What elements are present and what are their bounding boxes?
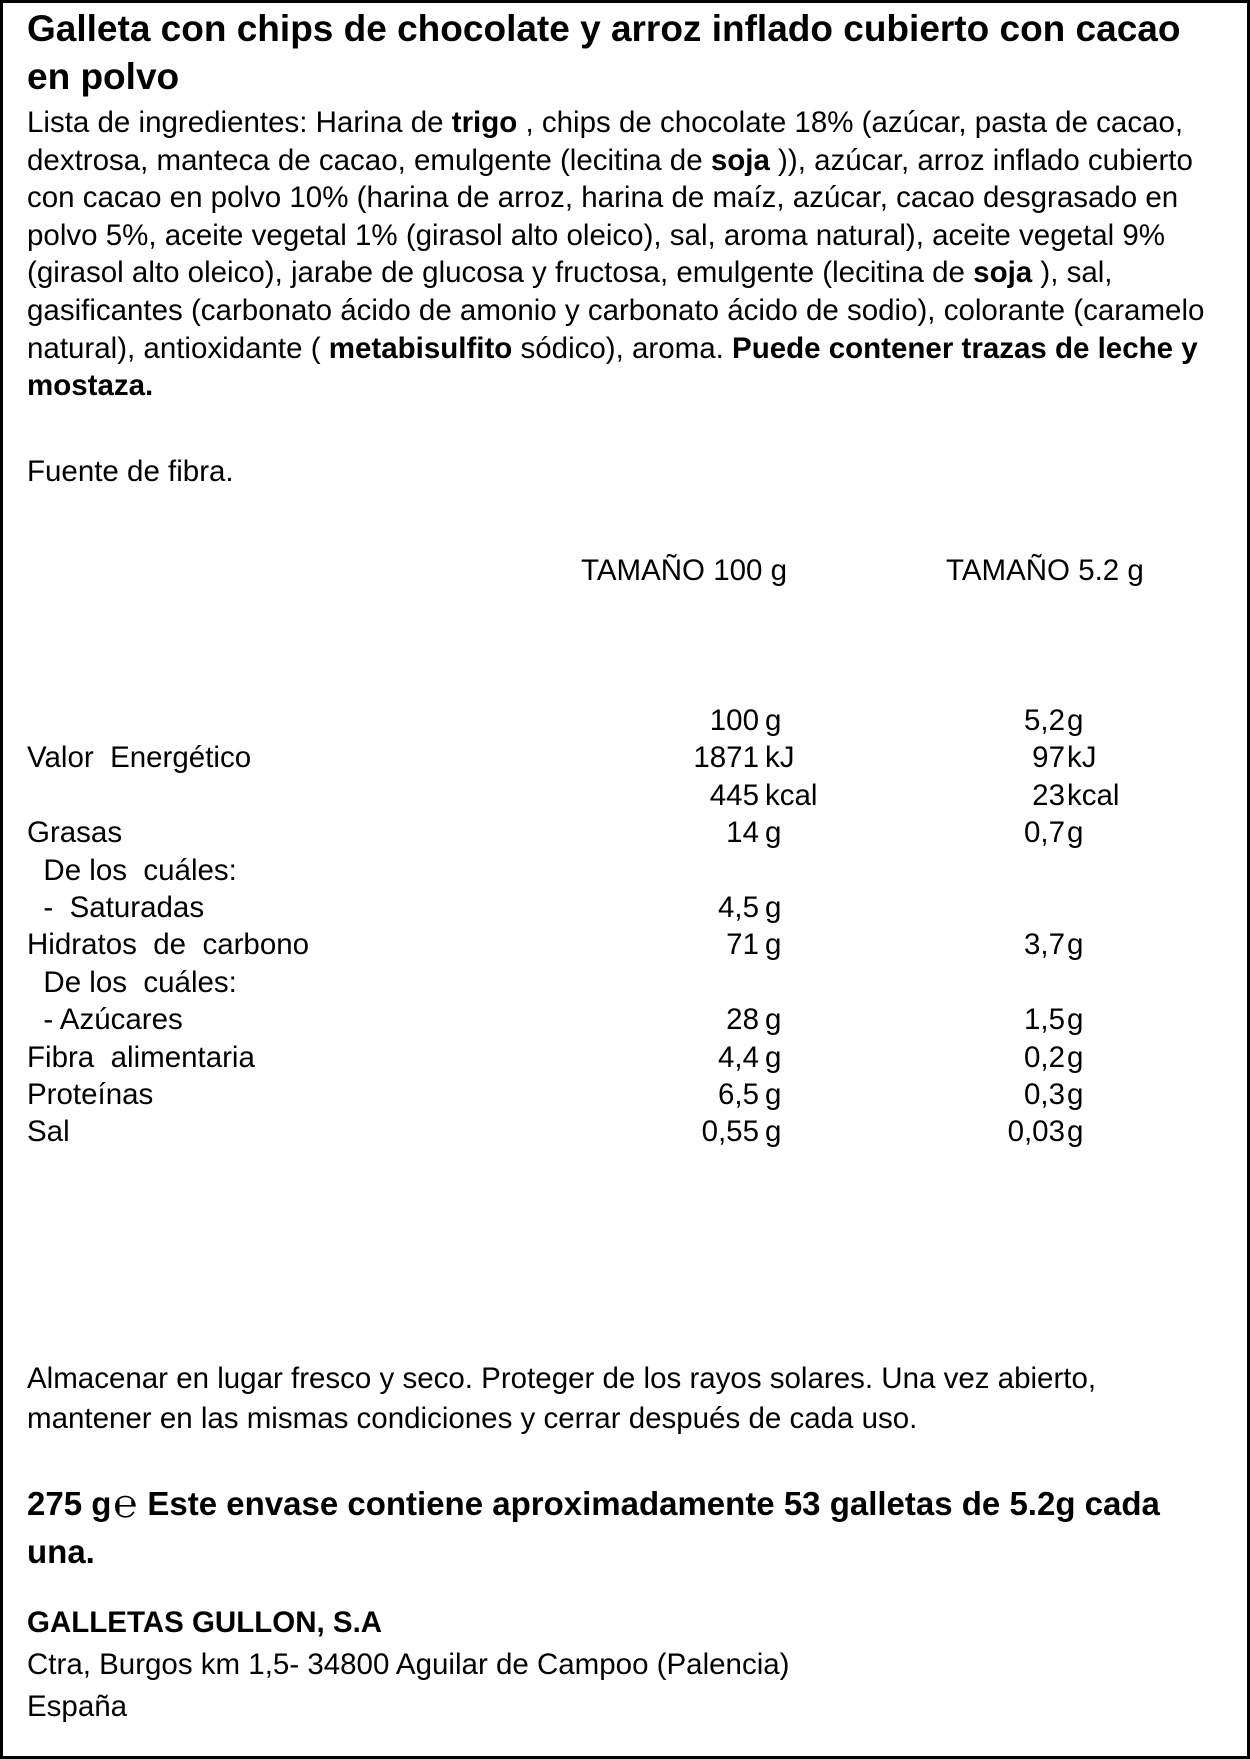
unit-portion: kcal [1067,778,1120,812]
nutrition-row [27,852,1207,889]
value-portion: 0,7 [1023,816,1065,850]
nutrient-name: - Saturadas [27,890,205,924]
ingredient-highlight: trigo [451,106,518,139]
ingredient-text: sódico), aroma. [512,331,733,365]
unit-100g: g [765,1077,782,1111]
nutrient-name: De los cuáles: [27,965,237,999]
value-100g: 71 [726,928,759,962]
value-100g: 4,5 [717,890,759,924]
column-header-portion: TAMAÑO 5.2 g [946,554,1144,587]
nutrition-row [27,926,1207,963]
estimated-sign-icon: ℮ [113,1481,138,1527]
unit-portion: g [1067,1040,1084,1074]
ingredient-text: Lista de ingredientes: Harina de [27,106,452,139]
nutrition-row [27,777,1207,814]
nutrient-name: Fibra alimentaria [27,1040,255,1074]
nutrition-row [27,702,1207,739]
nutrient-name: Sal [27,1115,70,1149]
nutrient-name: Grasas [27,816,123,850]
package-info: Este envase contiene aproximadamente 53 galletas de 5.2g cada una. [27,1485,1160,1570]
value-portion: 0,03 [1007,1115,1065,1149]
net-weight-line [27,1480,1207,1576]
company-country: España [27,1690,128,1723]
nutrition-row [27,1113,1207,1150]
nutrition-table [27,702,1207,1151]
company-name: GALLETAS GULLON, S.A [27,1606,383,1639]
nutrition-row [27,889,1207,926]
value-portion: 3,7 [1023,928,1065,962]
value-portion: 97 [1032,741,1065,775]
value-portion: 5,2 [1023,704,1065,737]
unit-100g: g [765,1040,782,1074]
unit-portion: g [1067,816,1084,850]
storage-instructions: Almacenar en lugar fresco y seco. Proteger de los rayos solares. Una vez abierto, mantener en las mismas condiciones y cerrar después de cada uso. [27,1362,1097,1435]
value-100g: 445 [709,778,759,812]
column-header-100g: TAMAÑO 100 g [581,554,788,587]
value-100g: 14 [726,816,759,850]
unit-100g: g [765,1003,782,1037]
unit-portion: g [1067,928,1084,962]
nutrient-name: Hidratos de carbono [27,928,310,962]
ingredient-text: ), sal, gasificantes (carbonato ácido de amonio y carbonato ácido de sodio), colorante (caramelo natural), antioxidante ( [27,256,1205,365]
value-100g: 4,4 [717,1040,759,1074]
ingredient-text: )), azúcar, arroz inflado cubierto con cacao en polvo 10% (harina de arroz, harina de maíz, azúcar, cacao desgrasado en polvo 5%, aceite vegetal 1% (girasol alto oleico), sal, aroma natural), aceite vegetal 9% (girasol alto oleico), jarabe de glucosa y fructosa, emulgente (lecitina de [27,143,1193,290]
unit-100g: kcal [765,778,818,812]
nutrition-row [27,814,1207,851]
unit-100g: g [765,704,782,737]
value-100g: 1871 [693,741,759,775]
value-portion: 23 [1032,778,1065,812]
nutrition-row [27,1076,1207,1113]
nutrient-name: - Azúcares [27,1003,183,1037]
unit-portion: g [1067,1115,1084,1149]
value-100g: 100 [709,704,759,737]
unit-100g: kJ [765,741,795,775]
ingredient-highlight: soja [710,143,770,177]
value-portion: 0,3 [1023,1077,1065,1111]
nutrient-name: De los cuáles: [27,853,237,887]
product-title: Galleta con chips de chocolate y arroz inflado cubierto con cacao en polvo [27,8,1181,97]
nutrient-name: Proteínas [27,1077,154,1111]
nutrition-row [27,1039,1207,1076]
unit-100g: g [765,1115,782,1149]
value-portion: 0,2 [1023,1040,1065,1074]
nutrition-row [27,964,1207,1001]
unit-100g: g [765,890,782,924]
ingredients-list [27,104,1227,405]
nutrition-row [27,1001,1207,1038]
unit-portion: kJ [1067,741,1097,775]
unit-portion: g [1067,1003,1084,1037]
company-address: Ctra, Burgos km 1,5- 34800 Aguilar de Campoo (Palencia) [27,1648,790,1681]
fiber-claim: Fuente de fibra. [27,455,234,488]
unit-portion: g [1067,1077,1084,1111]
net-weight: 275 g [27,1485,112,1522]
ingredient-highlight: Puede contener trazas de leche y mostaza. [27,331,1198,403]
nutrition-row [27,739,1207,776]
unit-100g: g [765,816,782,850]
ingredient-highlight: metabisulfito [328,331,513,365]
value-portion: 1,5 [1023,1003,1065,1037]
value-100g: 6,5 [717,1077,759,1111]
unit-100g: g [765,928,782,962]
value-100g: 0,55 [701,1115,759,1149]
value-100g: 28 [726,1003,759,1037]
nutrient-name: Valor Energético [27,741,252,775]
ingredient-highlight: soja [973,256,1033,290]
unit-portion: g [1067,704,1084,737]
ingredient-text: , chips de chocolate 18% (azúcar, pasta de cacao, dextrosa, manteca de cacao, emulgente (lecitina de [27,106,1184,177]
